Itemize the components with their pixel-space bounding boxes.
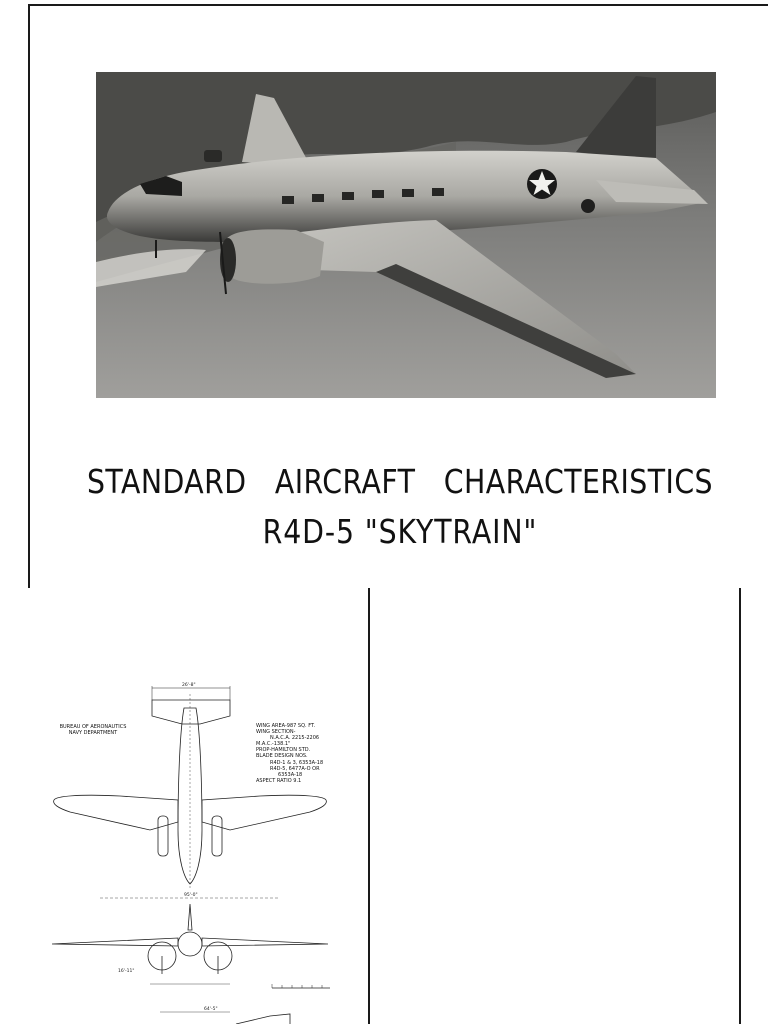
lower-divider <box>368 588 370 1024</box>
spec-line: R4D-1 & 3, 6353A-18 <box>270 759 324 766</box>
wing-specs-block <box>256 723 356 784</box>
dim-tail-label: 26'-8" <box>182 683 196 688</box>
page-border-top <box>28 4 768 6</box>
spec-line: BLADE DESIGN NOS. <box>256 753 308 760</box>
spec-line: WING SECTION- <box>256 729 296 736</box>
spec-line: M.A.C.-138.1" <box>256 741 291 748</box>
bureau-line-2: NAVY DEPARTMENT <box>68 730 118 736</box>
dim-height-label: 16'-11" <box>118 969 135 974</box>
dim-span-label: 95'-0" <box>184 893 198 898</box>
spec-line: WING AREA-987 SQ. FT. <box>256 723 316 729</box>
spec-line: N.A.C.A. 2215-2206 <box>270 735 320 742</box>
three-view-drawing <box>0 588 368 1024</box>
bureau-label <box>48 724 138 736</box>
spec-line: R4D-5, 6477A-O OR <box>270 765 320 772</box>
spec-line: 6353A-18 <box>278 771 303 778</box>
spec-line: PROP-HAMILTON STD. <box>256 747 311 754</box>
aircraft-photo <box>96 72 716 398</box>
spec-line: ASPECT RATIO 9.1 <box>256 777 302 784</box>
dim-length-label: 64'-5" <box>204 1007 218 1012</box>
bureau-line-1: BUREAU OF AERONAUTICS <box>59 724 127 730</box>
aircraft-designation: R4D-5 "SKYTRAIN" <box>262 512 538 551</box>
document-title: STANDARD AIRCRAFT CHARACTERISTICS <box>86 462 714 501</box>
lower-right-border <box>739 588 741 1024</box>
page-border-left <box>28 4 30 588</box>
